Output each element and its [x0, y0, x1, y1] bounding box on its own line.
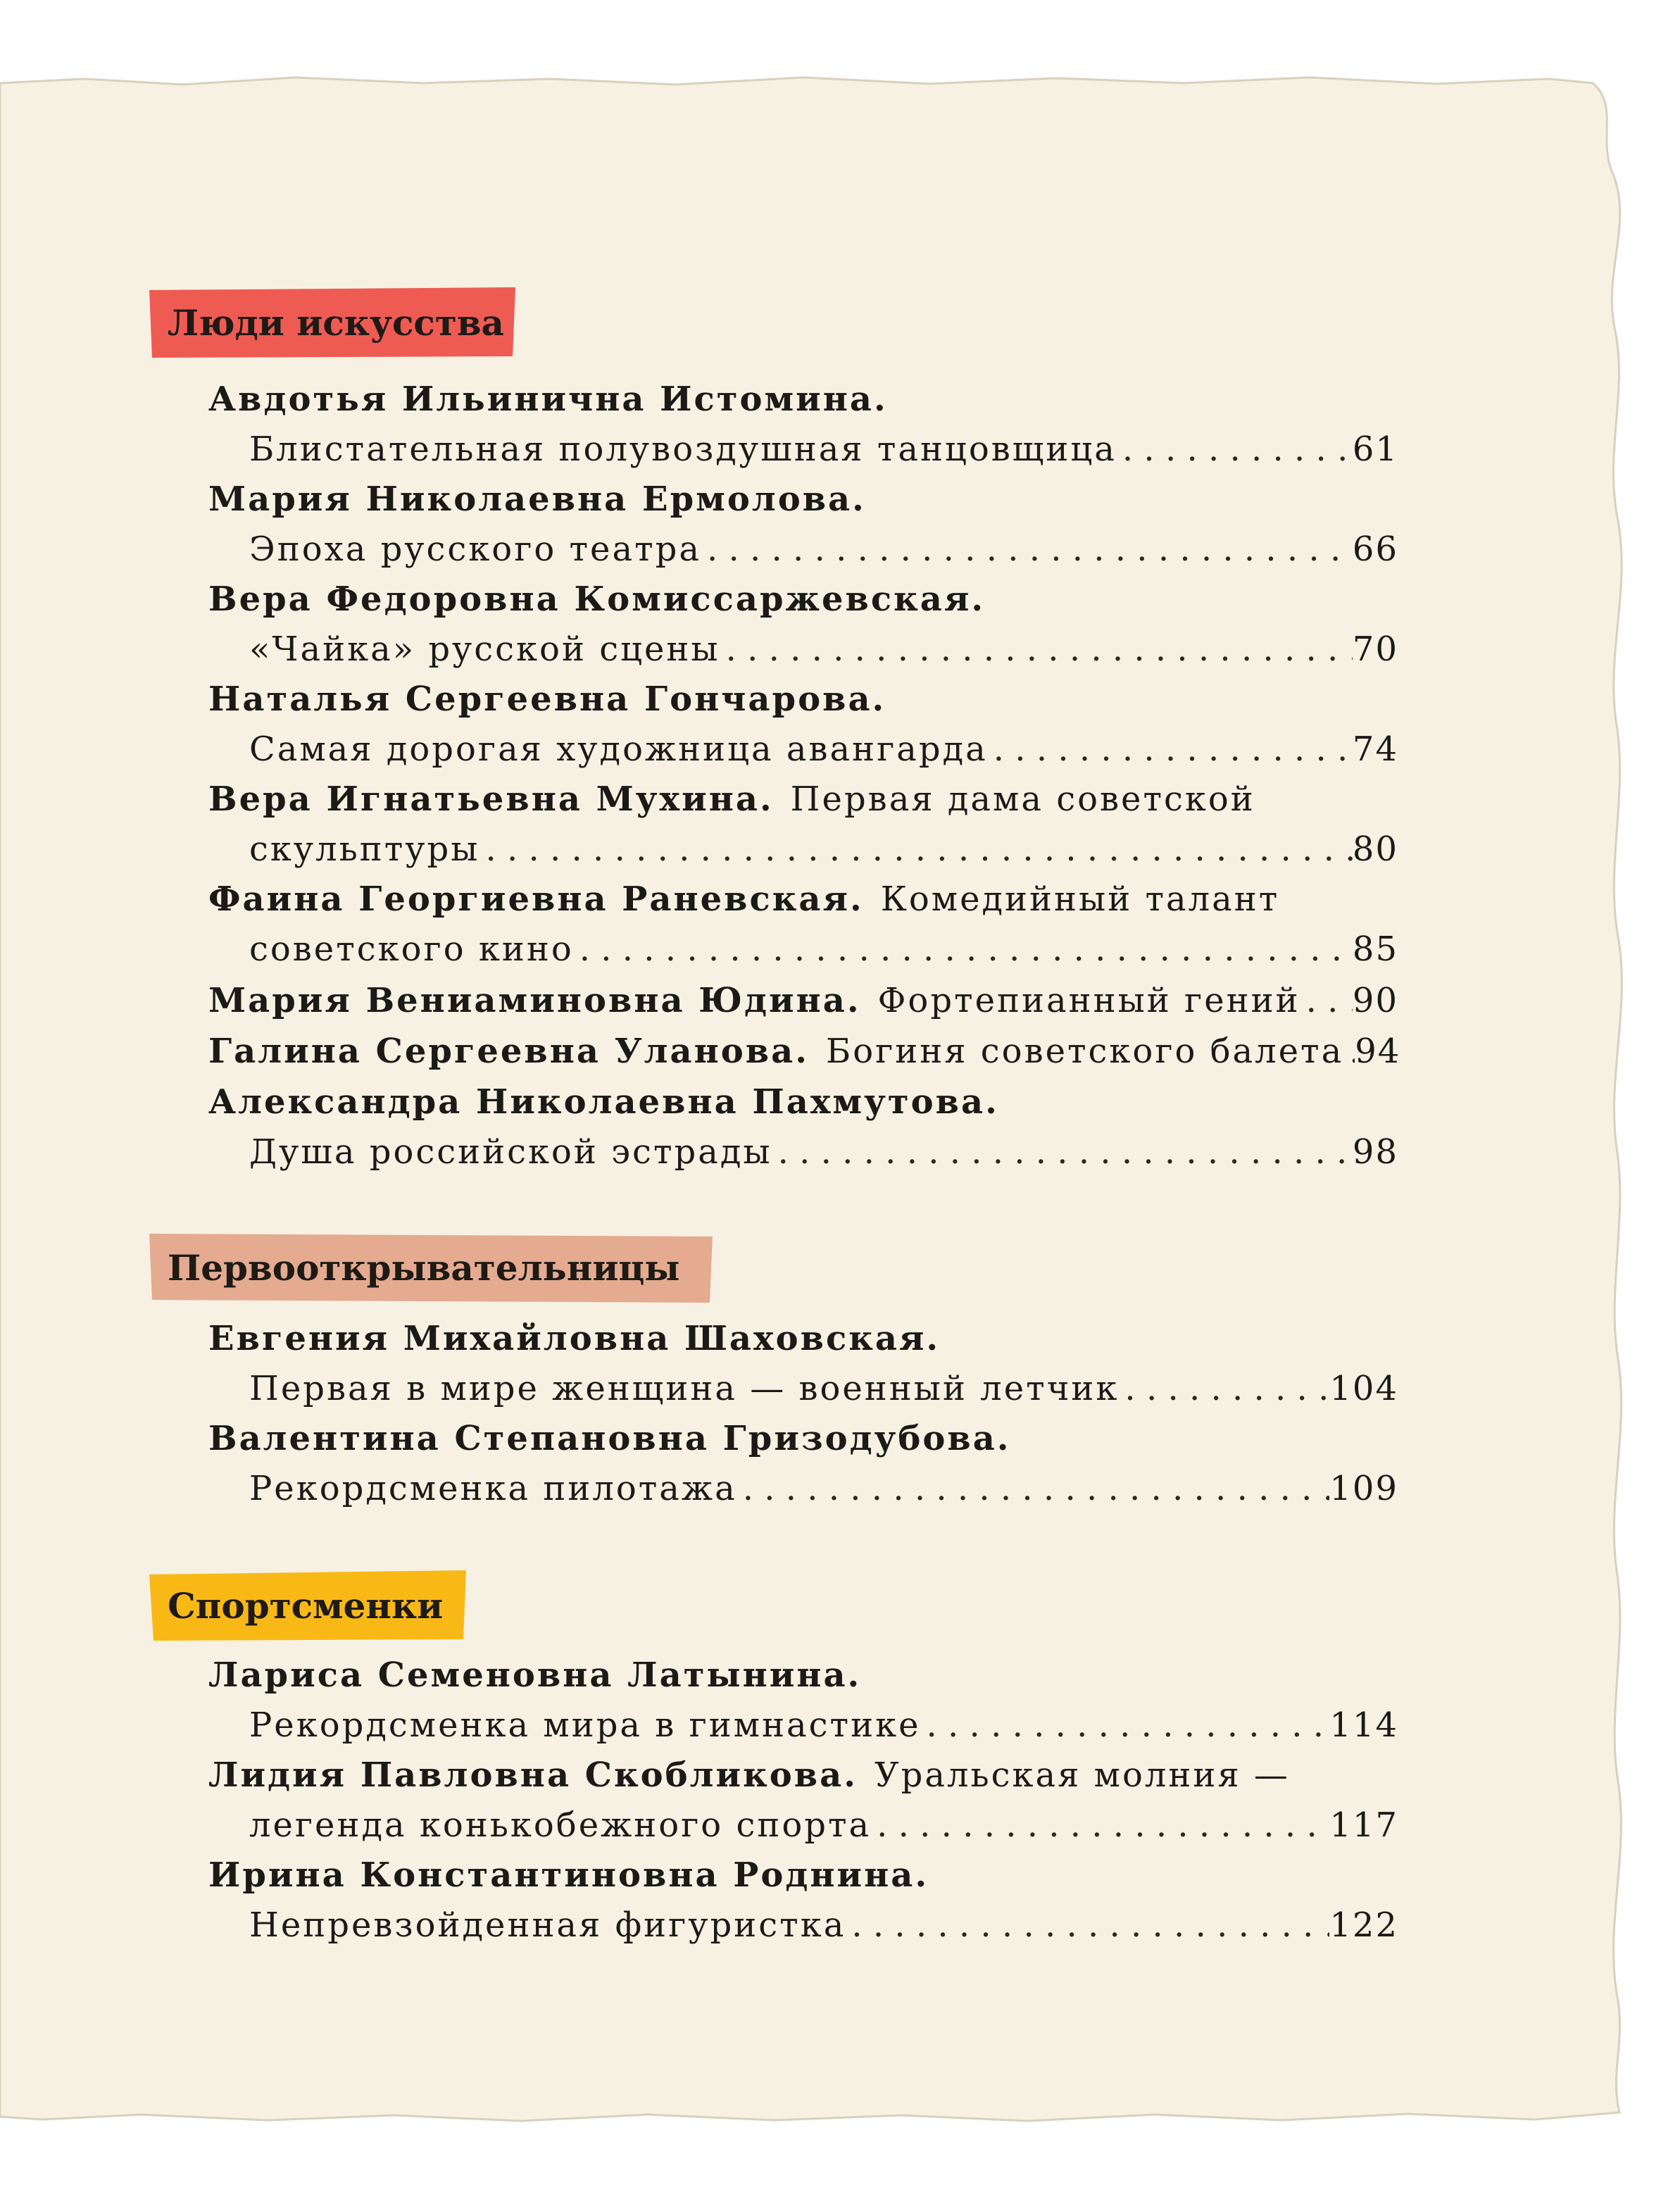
page-number: 80	[1352, 829, 1398, 869]
page-number: 98	[1352, 1132, 1398, 1172]
entry-name: Александра Николаевна Пахмутова.	[208, 1082, 999, 1122]
dot-leader	[988, 725, 1353, 774]
section-title: Люди искусства	[168, 301, 504, 344]
entry-subtitle: скульптуры	[249, 829, 480, 869]
toc-entry[interactable]	[208, 375, 1398, 475]
entry-subtitle: Первая в мире женщина — военный летчик	[249, 1369, 1120, 1408]
entry-inline-text: Первая дама советской	[790, 779, 1255, 819]
entry-inline-text: Уральская молния —	[874, 1755, 1290, 1795]
page-number: 122	[1329, 1905, 1398, 1945]
section-title-tag	[149, 287, 515, 358]
page-number: 109	[1329, 1469, 1398, 1508]
entry-name: Лидия Павловна Скобликова.	[208, 1755, 858, 1795]
toc-entry[interactable]	[208, 475, 1398, 575]
toc-entry[interactable]	[208, 1314, 1398, 1414]
section-title: Спортсменки	[168, 1584, 444, 1627]
dot-leader	[871, 1801, 1329, 1850]
dot-leader	[701, 525, 1353, 574]
toc-entry[interactable]	[208, 976, 1398, 1026]
dot-leader	[772, 1127, 1353, 1177]
dot-leader	[574, 925, 1353, 974]
entry-name: Вера Игнатьевна Мухина.	[208, 779, 774, 819]
dot-leader	[1117, 425, 1353, 474]
entry-name: Галина Сергеевна Уланова.	[208, 1032, 809, 1071]
toc-entry[interactable]	[208, 875, 1398, 975]
section-title: Первооткрывательницы	[168, 1246, 680, 1289]
dot-leader	[479, 825, 1352, 874]
entry-inline-text: Комедийный талант	[880, 879, 1280, 919]
page-number: 90	[1352, 981, 1398, 1020]
section-title-tag	[149, 1570, 466, 1641]
page-number: 114	[1329, 1705, 1398, 1745]
dot-leader	[737, 1464, 1330, 1513]
entry-name: Евгения Михайловна Шаховская.	[208, 1319, 941, 1358]
dot-leader	[1119, 1364, 1329, 1413]
entry-name: Наталья Сергеевна Гончарова.	[208, 680, 886, 719]
entry-name: Мария Вениаминовна Юдина.	[208, 981, 861, 1020]
toc-entry[interactable]	[208, 1751, 1398, 1851]
entry-subtitle: Душа российской эстрады	[249, 1132, 772, 1172]
dot-leader	[720, 625, 1353, 674]
toc-entry[interactable]	[208, 1851, 1398, 1951]
entry-subtitle: Самая дорогая художница авангарда	[249, 730, 988, 769]
entry-subtitle: Рекордсменка мира в гимнастике	[249, 1705, 921, 1745]
toc-entry[interactable]	[208, 775, 1398, 875]
page-number: 74	[1352, 730, 1398, 769]
toc-entry[interactable]	[208, 675, 1398, 775]
entry-subtitle: Блистательная полувоздушная танцовщица	[249, 430, 1117, 469]
entry-subtitle: Непревзойденная фигуристка	[249, 1905, 846, 1945]
entry-name: Лариса Семеновна Латынина.	[208, 1655, 862, 1695]
page-number: 94	[1355, 1032, 1401, 1071]
entry-name: Фаина Георгиевна Раневская.	[208, 879, 864, 919]
page-number: 61	[1352, 430, 1398, 469]
entry-subtitle: Рекордсменка пилотажа	[249, 1469, 737, 1508]
dot-leader	[1300, 976, 1353, 1025]
entry-subtitle: Эпоха русского театра	[249, 530, 701, 569]
entry-subtitle: «Чайка» русской сцены	[249, 630, 720, 669]
page-number: 66	[1352, 530, 1398, 569]
page-number: 85	[1352, 929, 1398, 969]
section-title-tag	[149, 1232, 713, 1303]
entry-name: Ирина Константиновна Роднина.	[208, 1855, 929, 1895]
entry-name: Валентина Степановна Гризодубова.	[208, 1419, 1011, 1458]
entry-name: Мария Николаевна Ермолова.	[208, 480, 866, 519]
page-number: 117	[1329, 1805, 1398, 1845]
entry-name: Вера Федоровна Комиссаржевская.	[208, 580, 986, 619]
dot-leader	[846, 1901, 1329, 1950]
toc-entry[interactable]	[208, 1077, 1398, 1177]
entry-name: Авдотья Ильинична Истомина.	[208, 380, 888, 419]
dot-leader	[921, 1701, 1330, 1750]
toc-entry[interactable]	[208, 575, 1398, 675]
page-number: 70	[1352, 630, 1398, 669]
toc-entry[interactable]	[208, 1414, 1398, 1514]
toc-entry[interactable]	[208, 1027, 1401, 1077]
entry-inline-text: Богиня советского балета	[825, 1032, 1344, 1071]
dot-leader	[1343, 1027, 1355, 1076]
entry-subtitle: легенда конькобежного спорта	[249, 1805, 872, 1845]
entry-subtitle: советского кино	[249, 929, 574, 969]
entry-inline-text: Фортепианный гений	[877, 981, 1300, 1020]
page-number: 104	[1329, 1369, 1398, 1408]
toc-entry[interactable]	[208, 1651, 1398, 1751]
